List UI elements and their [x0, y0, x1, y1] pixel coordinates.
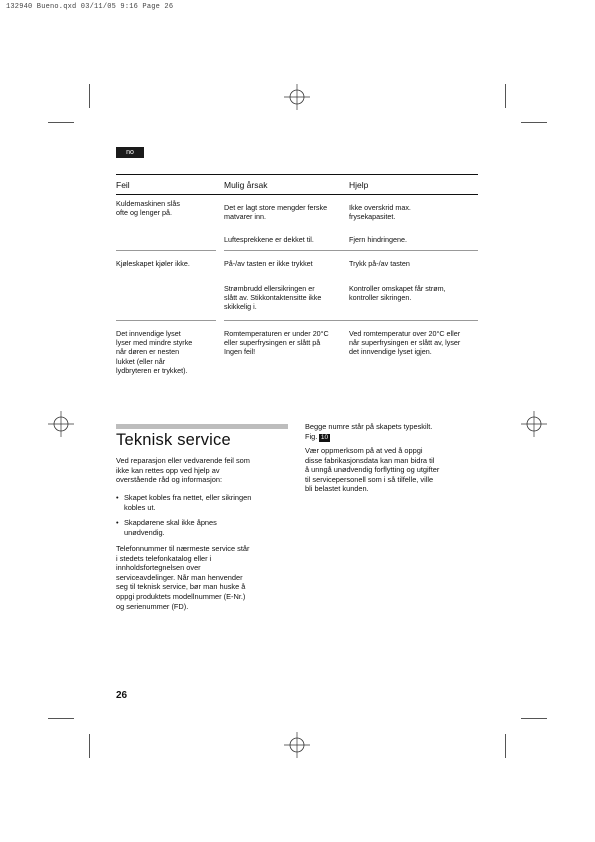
crop-mark [521, 718, 547, 719]
crop-mark [505, 734, 506, 758]
list-item: • Skapdørene skal ikke åpnes unødvendig. [116, 518, 217, 537]
row-divider [224, 320, 478, 321]
table-row-1-cause-2: Luftesprekkene er dekket til. [224, 235, 314, 244]
registration-mark-icon [284, 732, 310, 758]
table-row-1-remedy-1: Ikke overskrid max. frysekapasitet. [349, 203, 411, 222]
service-intro: Ved reparasjon eller vedvarende feil som ikke kan rettes opp ved hjelp av overstående råd og informasjon: [116, 456, 250, 485]
bullet-icon: • [116, 493, 119, 502]
row-divider [116, 250, 216, 251]
table-row-3-fault: Det innvendige lyset lyser med mindre styrke når døren er nesten lukket (eller når lydbryteren er trykket). [116, 329, 193, 375]
table-row-1-cause-1: Det er lagt store mengder ferske matvarer inn. [224, 203, 328, 222]
section-title: Teknisk service [116, 431, 231, 449]
table-row-2-cause-2: Strømbrudd ellersikringen er slått av. Stikkontaktensitte ikke skikkelig i. [224, 284, 322, 312]
table-row-2-remedy-1: Trykk på-/av tasten [349, 259, 410, 268]
crop-mark [521, 122, 547, 123]
registration-mark-icon [521, 411, 547, 437]
figure-number-badge: 10 [320, 433, 329, 441]
row-divider [224, 250, 478, 251]
table-header-fault: Feil [116, 180, 130, 190]
registration-mark-icon [284, 84, 310, 110]
table-top-rule [116, 174, 478, 175]
table-row-3-remedy-1: Ved romtemperatur over 20°C eller når superfrysingen er slått av, lyser det innvendige lyset igjen. [349, 329, 461, 357]
table-header-remedy: Hjelp [349, 180, 369, 190]
bullet-icon: • [116, 518, 119, 527]
crop-mark [505, 84, 506, 108]
table-row-2-fault: Kjøleskapet kjøler ikke. [116, 259, 190, 268]
figure-label: Fig. [305, 431, 318, 441]
row-divider [116, 320, 216, 321]
table-row-2-cause-1: På-/av tasten er ikke trykket [224, 259, 313, 268]
table-row-1-fault: Kuldemaskinen slås ofte og lenger på. [116, 199, 180, 218]
table-row-1-remedy-2: Fjern hindringene. [349, 235, 407, 244]
language-badge: no [116, 147, 144, 158]
list-item: • Skapet kobles fra nettet, eller sikringen kobles ut. [116, 493, 252, 512]
table-header-rule [116, 194, 478, 195]
type-plate-note: Begge numre står på skapets typeskilt. Fig. 10 [305, 422, 433, 441]
table-header-cause: Mulig årsak [224, 180, 268, 190]
crop-mark [89, 734, 90, 758]
section-title-bar [116, 424, 288, 429]
crop-mark [48, 122, 74, 123]
table-row-2-remedy-2: Kontroller omskapet får strøm, kontroller sikringen. [349, 284, 446, 303]
service-contact-paragraph: Telefonnummer til nærmeste service står i stedets telefonkatalog eller i innholdsfortegnelsen over serviceavdelinger. Når man henvender seg til teknisk service, bør man huske å oppgi produktets modellnummer (E-Nr.) og serienummer (FD). [116, 544, 250, 611]
crop-mark [48, 718, 74, 719]
registration-mark-icon [48, 411, 74, 437]
page-number: 26 [116, 690, 128, 701]
crop-mark [89, 84, 90, 108]
print-slug: 132940 Bueno.qxd 03/11/05 9:16 Page 26 [6, 3, 174, 11]
table-row-3-cause-1: Romtemperaturen er under 20°C eller superfrysingen er slått på Ingen feil! [224, 329, 329, 357]
service-data-paragraph: Vær oppmerksom på at ved å oppgi disse fabrikasjonsdata kan man bidra til å unngå unødvendig forflytting og utgifter til servicepersonell som i så tilfelle, ville bli belastet kunden. [305, 446, 440, 494]
